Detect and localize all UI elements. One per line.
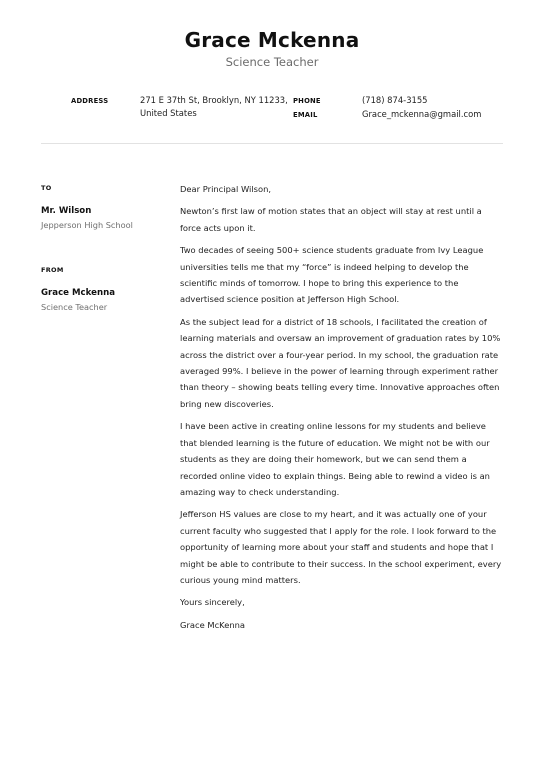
address-line-1: 271 E 37th St, Brooklyn, NY 11233, — [140, 95, 288, 105]
letter-paragraph: As the subject lead for a district of 18 schools, I facilitated the creation of learning materials and oversaw an improvement of graduation rates by 10% across the district over a four-year period. In my school, the graduation rate averaged 99%. I believe in the power of learning through experiment rather than theory – showing beats telling every time. Innovative approaches often bring new discoveries. — [180, 316, 501, 409]
applicant-title: Science Teacher — [225, 55, 319, 69]
header-divider — [41, 143, 503, 144]
recipient-name: Mr. Wilson — [41, 206, 92, 216]
letter-paragraph: Newton’s first law of motion states that an object will stay at rest until a force acts upon it. — [180, 206, 482, 233]
letter-paragraph: Two decades of seeing 500+ science students graduate from Ivy League universities tells me that my “force” is indeed helping to develop the scientific minds of tomorrow. I hope to bring this experience to the advertised science position at Jefferson High School. — [180, 245, 484, 305]
sender-name: Grace Mckenna — [41, 288, 115, 298]
letter-header — [0, 27, 544, 70]
sender-block — [41, 266, 166, 312]
applicant-name: Grace Mckenna — [184, 28, 360, 52]
letter-signature: Grace McKenna — [180, 619, 246, 630]
address-line-2: United States — [140, 108, 197, 118]
phone-value: (718) 874-3155 — [362, 95, 428, 105]
to-label: TO — [41, 184, 52, 192]
contact-block — [0, 94, 544, 124]
letter-closing: Yours sincerely, — [180, 597, 245, 608]
recipient-block — [41, 184, 166, 230]
address-label: ADDRESS — [71, 97, 109, 105]
letter-paragraph: Jefferson HS values are close to my heart, and it was actually one of your current faculty who suggested that I apply for the role. I look forward to the opportunity of learning more about your staff and students and hope that I might be able to contribute to their success. In the school experiment, every curious young mind matters. — [180, 509, 502, 585]
letter-body — [180, 181, 504, 639]
email-label: EMAIL — [293, 111, 318, 119]
from-label: FROM — [41, 266, 64, 274]
recipient-organization: Jepperson High School — [41, 220, 133, 230]
letter-paragraph: I have been active in creating online lessons for my students and believe that blended learning is the future of education. We might not be with our students as they are doing their homework, but we can send them a recorded online video to explain things. Being able to rewind a video is an amazing way to check understanding. — [180, 421, 490, 497]
email-value: Grace_mckenna@gmail.com — [362, 109, 482, 119]
phone-label: PHONE — [293, 97, 321, 105]
letter-greeting: Dear Principal Wilson, — [180, 184, 272, 194]
sender-role: Science Teacher — [41, 302, 108, 312]
